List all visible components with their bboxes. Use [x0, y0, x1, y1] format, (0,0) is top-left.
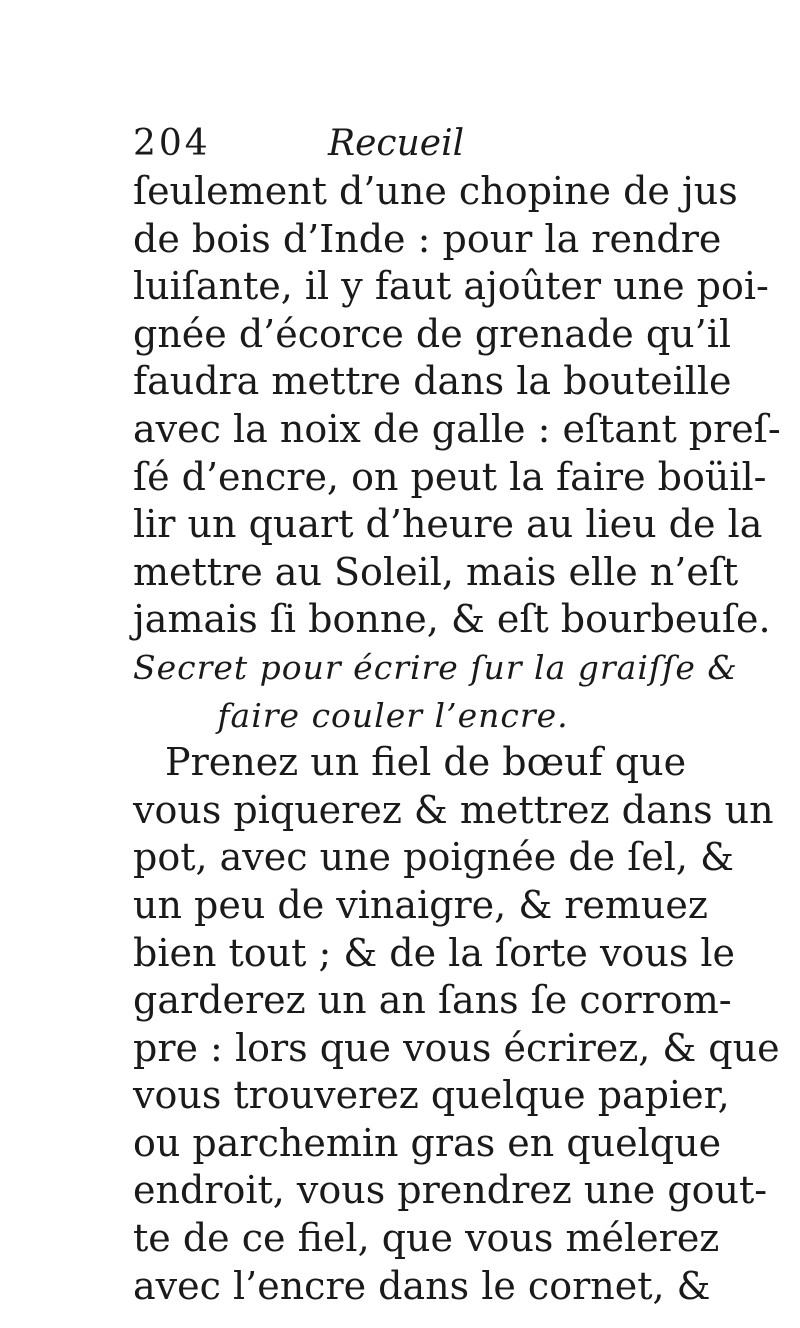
- page-header: [133, 118, 653, 170]
- text-line: ſeulement d’une chopine de jus: [133, 169, 738, 213]
- text-line: vous trouverez quelque papier,: [133, 1073, 730, 1118]
- text-line: jamais ſi bonne, & eſt bourbeuſe.: [133, 597, 771, 642]
- text-line: avec la noix de galle : eſtant preſ-: [133, 406, 781, 451]
- text-line: pot, avec une poignée de ſel, &: [133, 835, 734, 880]
- text-line: gnée d’écorce de grenade qu’il: [133, 311, 731, 356]
- text-block: [133, 168, 781, 1310]
- text-line: endroit, vous prendrez une gout-: [133, 1168, 768, 1213]
- text-line: bien tout ; & de la ſorte vous le: [133, 930, 736, 975]
- text-line: ou parchemin gras en quelque: [133, 1120, 722, 1165]
- page-number: 204: [133, 123, 211, 164]
- section-heading-line: Secret pour écrire ſur la graiſſe &: [133, 647, 738, 687]
- text-line: avec l’encre dans le cornet, &: [133, 1263, 711, 1308]
- text-line: te de ce fiel, que vous mélerez: [133, 1216, 720, 1261]
- text-line: un peu de vinaigre, & remuez: [133, 882, 708, 927]
- text-line: faudra mettre dans la bouteille: [133, 359, 732, 404]
- text-line: vous piquerez & mettrez dans un: [133, 787, 774, 832]
- text-line: luiſante, il y faut ajoûter une poi-: [133, 264, 769, 309]
- text-line: de bois d’Inde : pour la rendre: [133, 216, 722, 261]
- text-line: Prenez un fiel de bœuf que: [165, 740, 687, 785]
- running-head: Recueil: [328, 123, 465, 164]
- section-heading-line: faire couler l’encre.: [217, 695, 569, 735]
- text-line: pre : lors que vous écrirez, & que: [133, 1025, 780, 1070]
- text-line: garderez un an ſans ſe corrom-: [133, 978, 732, 1023]
- text-line: ſé d’encre, on peut la faire boüil-: [133, 454, 767, 499]
- text-line: mettre au Soleil, mais elle n’eſt: [133, 549, 739, 594]
- text-line: lir un quart d’heure au lieu de la: [133, 502, 763, 547]
